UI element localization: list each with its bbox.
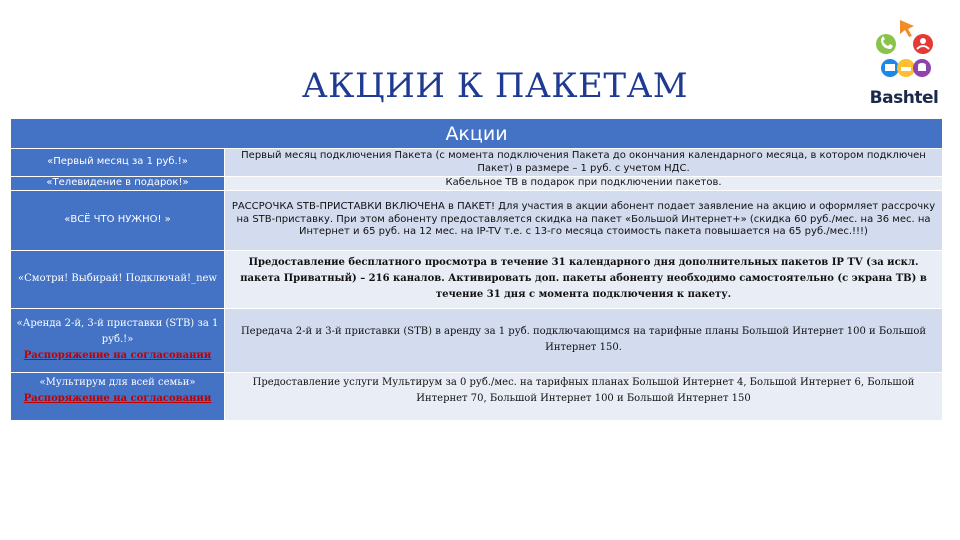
database-icon [913, 59, 931, 77]
promo-label-cell [11, 372, 225, 420]
table-header: Акции [11, 119, 943, 149]
page-title: АКЦИИ К ПАКЕТАМ [301, 66, 689, 106]
promo-label: «Первый месяц за 1 руб.!» [11, 149, 225, 177]
table-row [11, 308, 943, 372]
table-row [11, 149, 943, 177]
bashtel-logo [866, 18, 942, 112]
table-row [11, 250, 943, 308]
promotions-table [10, 118, 943, 421]
logo-icons [866, 18, 942, 88]
approval-note-link[interactable]: Распоряжение на согласовании [23, 392, 212, 404]
promo-description: Предоставление услуги Мультирум за 0 руб./мес. на тарифных планах Большой Интернет 4, Большой Интернет 6, Большой Интернет 70, Большой Интернет 100 и Большой Интернет 150 [225, 372, 943, 420]
tv-icon [881, 59, 899, 77]
promo-label: «Смотри! Выбирай! Подключай!_new [11, 250, 225, 308]
phone-icon [876, 34, 896, 54]
router-icon [897, 59, 915, 77]
promo-label: «Телевидение в подарок!» [11, 177, 225, 191]
table-header-row [11, 119, 943, 149]
table-row [11, 372, 943, 420]
promo-description: Предоставление бесплатного просмотра в течение 31 календарного дня дополнительных пакетов IP TV (за искл. пакета Приватный) – 216 каналов. Активировать доп. пакеты абоненту необходимо самостоятельно (с экрана ТВ) в течение 31 дня с момента подключения к пакету. [225, 250, 943, 308]
promo-description: Первый месяц подключения Пакета (с момента подключения Пакета до окончания календарного месяца, в котором подключен Пакет) в размере – 1 руб. с учетом НДС. [225, 149, 943, 177]
table-row [11, 190, 943, 250]
promo-description: РАССРОЧКА STB-ПРИСТАВКИ ВКЛЮЧЕНА в ПАКЕТ! Для участия в акции абонент подает заявление на акцию и оформляет рассрочку на STB-приставку. При этом абоненту предоставляется скидка на пакет «Большой Интернет+» (скидка 60 руб./мес. на 36 мес. на Интернет и 65 руб. на 12 мес. на IP-TV т.е. с 13-го месяца стоимость пакета повышается на 65 руб./мес.!!!) [225, 190, 943, 250]
promo-label: «Аренда 2-й, 3-й приставки (STB) за 1 руб.!» [16, 318, 219, 345]
promo-label: «Мультирум для всей семьи» [39, 376, 196, 388]
table-row [11, 177, 943, 191]
promo-description: Кабельное ТВ в подарок при подключении пакетов. [225, 177, 943, 191]
promo-label: «ВСЁ ЧТО НУЖНО! » [11, 190, 225, 250]
approval-note-link[interactable]: Распоряжение на согласовании [23, 350, 212, 361]
people-icon [913, 34, 933, 54]
logo-text: Bashtel [869, 88, 939, 108]
promo-label-cell [11, 308, 225, 372]
cursor-icon [900, 20, 914, 37]
promo-description: Передача 2-й и 3-й приставки (STB) в аренду за 1 руб. подключающимся на тарифные планы Большой Интернет 100 и Большой Интернет 150. [225, 308, 943, 372]
